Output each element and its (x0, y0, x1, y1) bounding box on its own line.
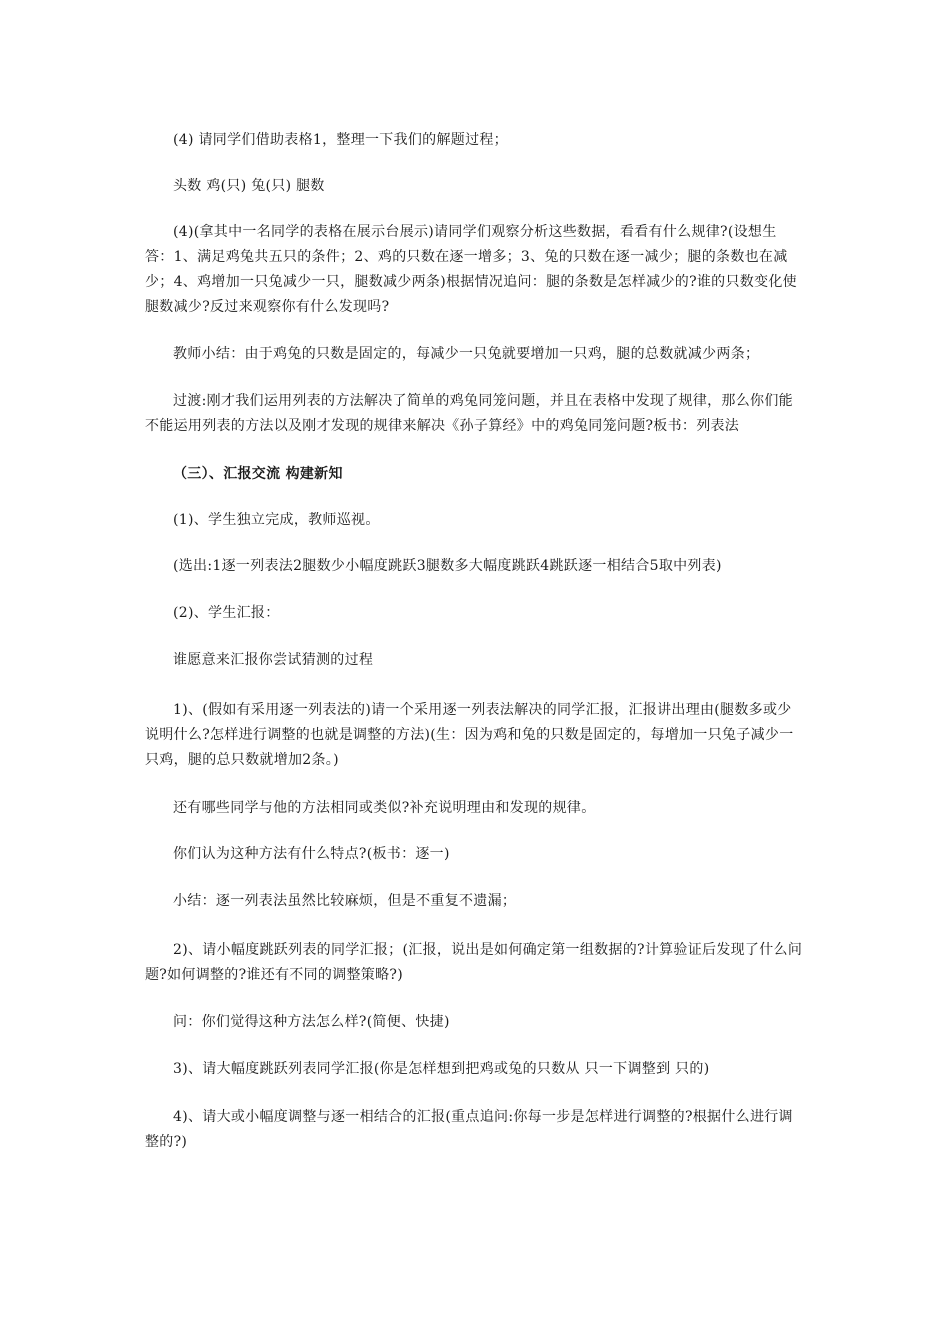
paragraph-selection: (选出:1逐一列表法2腿数少小幅度跳跃3腿数多大幅度跳跃4跳跃逐一相结合5取中列表) (173, 558, 722, 574)
paragraph-table-instruction: (4) 请同学们借助表格1，整理一下我们的解题过程； (173, 132, 508, 148)
paragraph-student-report: (2)、学生汇报： (173, 605, 280, 621)
paragraph-method-1: 1)、(假如有采用逐一列表法的)请一个采用逐一列表法解决的同学汇报，汇报讲出理由(腿数多或少说明什么?怎样进行调整的也就是调整的方法)(生：因为鸡和兔的只数是固定的，每增加一只兔子减少一只鸡，腿的总只数就增加2条。) (145, 702, 794, 768)
paragraph-method-4: 4)、请大或小幅度调整与逐一相结合的汇报(重点追问:你每一步是怎样进行调整的?根据什么进行调整的?) (145, 1109, 793, 1150)
paragraph-teacher-summary: 教师小结：由于鸡兔的只数是固定的，每减少一只兔就要增加一只鸡，腿的总数就减少两条； (173, 346, 760, 362)
section-heading: （三）、汇报交流 构建新知 (173, 466, 343, 482)
paragraph-method-3: 3)、请大幅度跳跃列表同学汇报(你是怎样想到把鸡或兔的只数从 只一下调整到 只的) (173, 1061, 710, 1077)
paragraph-transition: 过渡:刚才我们运用列表的方法解决了简单的鸡兔同笼问题，并且在表格中发现了规律，那么你们能不能运用列表的方法以及刚才发现的规律来解决《孙子算经》中的鸡兔同笼问题?板书：列表法 (145, 393, 793, 434)
paragraph-summary-1: 小结：逐一列表法虽然比较麻烦，但是不重复不遗漏； (173, 893, 517, 909)
paragraph-method-features: 你们认为这种方法有什么特点?(板书：逐一) (173, 846, 450, 862)
paragraph-observe-pattern: (4)(拿其中一名同学的表格在展示台展示)请同学们观察分析这些数据，看看有什么规律?(设想生答：1、满足鸡兔共五只的条件；2、鸡的只数在逐一增多；3、兔的只数在逐一减少；腿的条数也在减少；4、鸡增加一只兔减少一只，腿数减少两条)根据情况追问：腿的条数是怎样减少的?谁的只数变化使腿数减少?反过来观察你有什么发现吗? (145, 224, 797, 315)
paragraph-question: 问：你们觉得这种方法怎么样?(简便、快捷) (173, 1014, 450, 1030)
paragraph-similar-methods: 还有哪些同学与他的方法相同或类似?补充说明理由和发现的规律。 (173, 800, 596, 816)
paragraph-table-header: 头数 鸡(只) 兔(只) 腿数 (173, 178, 325, 194)
paragraph-method-2: 2)、请小幅度跳跃列表的同学汇报；(汇报，说出是如何确定第一组数据的?计算验证后发现了什么问题?如何调整的?谁还有不同的调整策略?) (145, 942, 803, 983)
paragraph-independent-work: (1)、学生独立完成，教师巡视。 (173, 512, 380, 528)
paragraph-who-reports: 谁愿意来汇报你尝试猜测的过程 (173, 652, 374, 668)
